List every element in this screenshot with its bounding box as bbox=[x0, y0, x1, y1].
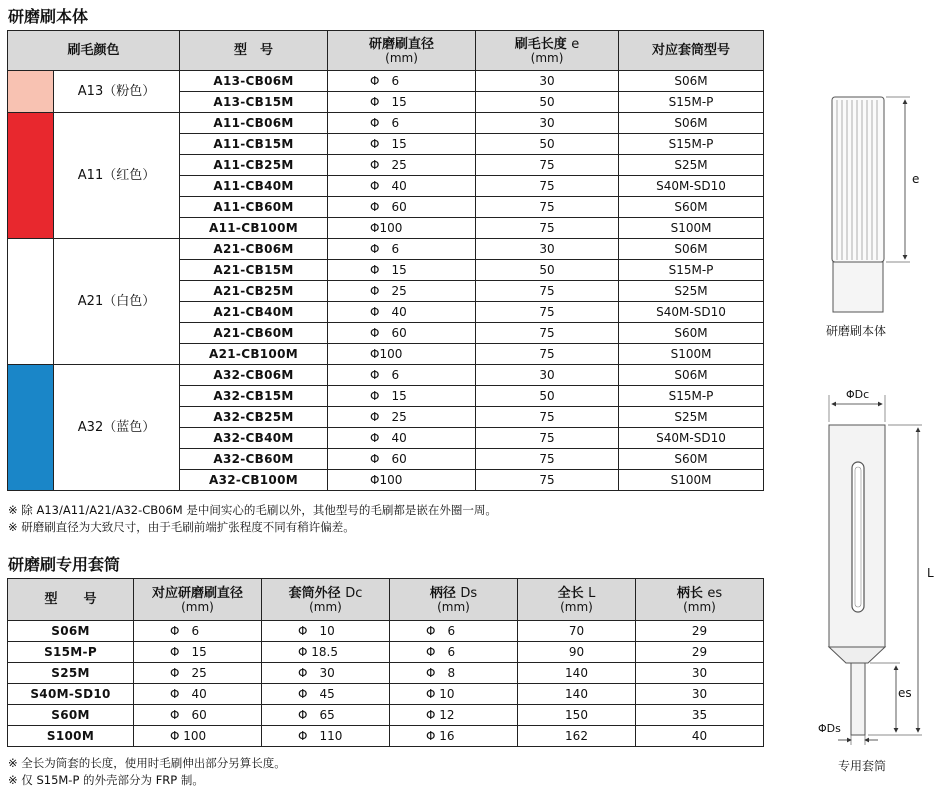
brush-model: A21-CB15M bbox=[180, 260, 328, 281]
matching-sleeve: S15M-P bbox=[619, 260, 764, 281]
brush-diameter: Φ 25 bbox=[328, 155, 476, 176]
header-sleeve-model: 型 号 bbox=[8, 579, 134, 621]
brush-diameter: Φ 40 bbox=[328, 176, 476, 197]
dim-e-label: e bbox=[912, 172, 920, 186]
brush-length: 30 bbox=[476, 365, 619, 386]
brush-section-title: 研磨刷本体 bbox=[8, 7, 89, 26]
sleeve-outer-diameter: Φ 45 bbox=[262, 684, 390, 705]
sleeve-total-length: 140 bbox=[518, 663, 636, 684]
header-model: 型 号 bbox=[180, 31, 328, 71]
brush-diameter: Φ 25 bbox=[328, 281, 476, 302]
brush-diameter: Φ 60 bbox=[328, 197, 476, 218]
brush-model: A11-CB100M bbox=[180, 218, 328, 239]
sleeve-brush-diameter: Φ 100 bbox=[134, 726, 262, 747]
sleeve-shank-diameter: Φ 6 bbox=[390, 642, 518, 663]
matching-sleeve: S06M bbox=[619, 239, 764, 260]
matching-sleeve: S100M bbox=[619, 218, 764, 239]
matching-sleeve: S40M-SD10 bbox=[619, 176, 764, 197]
brush-diameter: Φ 60 bbox=[328, 323, 476, 344]
matching-sleeve: S100M bbox=[619, 470, 764, 491]
matching-sleeve: S25M bbox=[619, 407, 764, 428]
sleeve-shank-length: 29 bbox=[636, 642, 764, 663]
brush-model: A21-CB100M bbox=[180, 344, 328, 365]
brush-length: 75 bbox=[476, 197, 619, 218]
brush-diameter: Φ 15 bbox=[328, 134, 476, 155]
brush-model: A32-CB60M bbox=[180, 449, 328, 470]
sleeve-caption: 专用套筒 bbox=[838, 759, 887, 773]
sleeve-total-length: 140 bbox=[518, 684, 636, 705]
color-label: A13（粉色） bbox=[54, 71, 180, 113]
brush-length: 50 bbox=[476, 134, 619, 155]
brush-model: A21-CB60M bbox=[180, 323, 328, 344]
brush-caption: 研磨刷本体 bbox=[826, 324, 887, 338]
brush-diameter: Φ 40 bbox=[328, 302, 476, 323]
brush-diameter: Φ 15 bbox=[328, 260, 476, 281]
sleeve-taper bbox=[829, 647, 885, 663]
sleeve-shank-diameter: Φ 6 bbox=[390, 621, 518, 642]
brush-length: 30 bbox=[476, 239, 619, 260]
matching-sleeve: S25M bbox=[619, 155, 764, 176]
matching-sleeve: S15M-P bbox=[619, 134, 764, 155]
brush-model: A13-CB06M bbox=[180, 71, 328, 92]
brush-diameter: Φ 40 bbox=[328, 428, 476, 449]
brush-diameter: Φ100 bbox=[328, 344, 476, 365]
sleeve-model: S15M-P bbox=[8, 642, 134, 663]
brush-model: A32-CB100M bbox=[180, 470, 328, 491]
matching-sleeve: S25M bbox=[619, 281, 764, 302]
sleeve-outer-diameter: Φ 30 bbox=[262, 663, 390, 684]
brush-length: 75 bbox=[476, 428, 619, 449]
matching-sleeve: S15M-P bbox=[619, 92, 764, 113]
dim-l-label: L bbox=[927, 566, 934, 580]
sleeve-brush-diameter: Φ 6 bbox=[134, 621, 262, 642]
brush-model: A11-CB60M bbox=[180, 197, 328, 218]
sleeve-total-length: 70 bbox=[518, 621, 636, 642]
header-shank-dia: 柄径 Ds (mm) bbox=[390, 579, 518, 621]
matching-sleeve: S40M-SD10 bbox=[619, 428, 764, 449]
brush-diameter: Φ 6 bbox=[328, 71, 476, 92]
brush-diameter: Φ 25 bbox=[328, 407, 476, 428]
header-diameter: 研磨刷直径 (mm) bbox=[328, 31, 476, 71]
matching-sleeve: S15M-P bbox=[619, 386, 764, 407]
sleeve-outer-diameter: Φ 110 bbox=[262, 726, 390, 747]
brush-model: A21-CB06M bbox=[180, 239, 328, 260]
matching-sleeve: S06M bbox=[619, 113, 764, 134]
brush-length: 30 bbox=[476, 71, 619, 92]
header-color: 刷毛颜色 bbox=[8, 31, 180, 71]
sleeve-shank-length: 30 bbox=[636, 663, 764, 684]
brush-model: A32-CB25M bbox=[180, 407, 328, 428]
brush-diameter: Φ100 bbox=[328, 218, 476, 239]
brush-diameter: Φ 6 bbox=[328, 239, 476, 260]
brush-length: 75 bbox=[476, 407, 619, 428]
header-brush-dia: 对应研磨刷直径 (mm) bbox=[134, 579, 262, 621]
sleeve-shank-diameter: Φ 10 bbox=[390, 684, 518, 705]
brush-length: 75 bbox=[476, 155, 619, 176]
brush-model: A11-CB25M bbox=[180, 155, 328, 176]
brush-length: 75 bbox=[476, 218, 619, 239]
sleeve-brush-diameter: Φ 40 bbox=[134, 684, 262, 705]
dim-es-label: es bbox=[898, 686, 912, 700]
sleeve-brush-diameter: Φ 60 bbox=[134, 705, 262, 726]
brush-length: 75 bbox=[476, 344, 619, 365]
matching-sleeve: S100M bbox=[619, 344, 764, 365]
matching-sleeve: S60M bbox=[619, 197, 764, 218]
sleeve-section-title: 研磨刷专用套筒 bbox=[8, 555, 121, 574]
brush-length: 30 bbox=[476, 113, 619, 134]
matching-sleeve: S60M bbox=[619, 449, 764, 470]
brush-model: A32-CB06M bbox=[180, 365, 328, 386]
sleeve-brush-diameter: Φ 25 bbox=[134, 663, 262, 684]
matching-sleeve: S06M bbox=[619, 365, 764, 386]
sleeve-shank bbox=[851, 663, 865, 735]
brush-length: 75 bbox=[476, 449, 619, 470]
brush-diameter: Φ100 bbox=[328, 470, 476, 491]
sleeve-shank-diameter: Φ 8 bbox=[390, 663, 518, 684]
sleeve-total-length: 90 bbox=[518, 642, 636, 663]
sleeve-shank-length: 30 bbox=[636, 684, 764, 705]
brush-length: 75 bbox=[476, 323, 619, 344]
brush-length: 75 bbox=[476, 176, 619, 197]
sleeve-total-length: 150 bbox=[518, 705, 636, 726]
brush-diameter: Φ 6 bbox=[328, 113, 476, 134]
sleeve-outer-diameter: Φ 65 bbox=[262, 705, 390, 726]
brush-base bbox=[833, 262, 883, 312]
sleeve-note-1: ※ 全长为筒套的长度，使用时毛刷伸出部分另算长度。 bbox=[8, 756, 286, 770]
brush-note-1: ※ 除 A13/A11/A21/A32-CB06M 是中间实心的毛刷以外，其他型号的毛刷都是嵌在外圈一周。 bbox=[8, 503, 497, 517]
sleeve-brush-diameter: Φ 15 bbox=[134, 642, 262, 663]
header-length: 刷毛长度 e (mm) bbox=[476, 31, 619, 71]
sleeve-outer-diameter: Φ 10 bbox=[262, 621, 390, 642]
sleeve-model: S60M bbox=[8, 705, 134, 726]
dim-dc-label: ΦDc bbox=[846, 388, 870, 401]
brush-diameter: Φ 15 bbox=[328, 386, 476, 407]
sleeve-shank-length: 35 bbox=[636, 705, 764, 726]
sleeve-outer-diameter: Φ 18.5 bbox=[262, 642, 390, 663]
brush-bristles bbox=[832, 97, 884, 262]
sleeve-shank-length: 29 bbox=[636, 621, 764, 642]
sleeve-model: S25M bbox=[8, 663, 134, 684]
matching-sleeve: S60M bbox=[619, 323, 764, 344]
brush-length: 50 bbox=[476, 92, 619, 113]
sleeve-total-length: 162 bbox=[518, 726, 636, 747]
brush-diameter: Φ 60 bbox=[328, 449, 476, 470]
brush-model: A32-CB15M bbox=[180, 386, 328, 407]
brush-model: A13-CB15M bbox=[180, 92, 328, 113]
brush-model: A21-CB25M bbox=[180, 281, 328, 302]
brush-model: A11-CB15M bbox=[180, 134, 328, 155]
brush-diameter: Φ 15 bbox=[328, 92, 476, 113]
brush-model: A11-CB40M bbox=[180, 176, 328, 197]
brush-note-2: ※ 研磨刷直径为大致尺寸，由于毛刷前端扩张程度不同有稍许偏差。 bbox=[8, 520, 355, 534]
color-label: A32（蓝色） bbox=[54, 365, 180, 491]
header-sleeve: 对应套筒型号 bbox=[619, 31, 764, 71]
matching-sleeve: S40M-SD10 bbox=[619, 302, 764, 323]
brush-model: A11-CB06M bbox=[180, 113, 328, 134]
brush-length: 75 bbox=[476, 302, 619, 323]
sleeve-model: S06M bbox=[8, 621, 134, 642]
sleeve-model: S40M-SD10 bbox=[8, 684, 134, 705]
sleeve-model: S100M bbox=[8, 726, 134, 747]
brush-length: 50 bbox=[476, 260, 619, 281]
sleeve-note-2: ※ 仅 S15M-P 的外壳部分为 FRP 制。 bbox=[8, 773, 204, 787]
sleeve-shank-length: 40 bbox=[636, 726, 764, 747]
brush-model: A21-CB40M bbox=[180, 302, 328, 323]
brush-model: A32-CB40M bbox=[180, 428, 328, 449]
color-label: A21（白色） bbox=[54, 239, 180, 365]
matching-sleeve: S06M bbox=[619, 71, 764, 92]
sleeve-shank-diameter: Φ 16 bbox=[390, 726, 518, 747]
sleeve-slot bbox=[852, 462, 864, 612]
brush-length: 75 bbox=[476, 470, 619, 491]
dim-ds-label: ΦDs bbox=[818, 722, 841, 735]
header-shank-length: 柄长 es (mm) bbox=[636, 579, 764, 621]
header-total-length: 全长 L (mm) bbox=[518, 579, 636, 621]
brush-length: 75 bbox=[476, 281, 619, 302]
brush-length: 50 bbox=[476, 386, 619, 407]
brush-diameter: Φ 6 bbox=[328, 365, 476, 386]
color-label: A11（红色） bbox=[54, 113, 180, 239]
header-outer-dia: 套筒外径 Dc (mm) bbox=[262, 579, 390, 621]
brush-body-drawing bbox=[832, 97, 910, 312]
sleeve-shank-diameter: Φ 12 bbox=[390, 705, 518, 726]
